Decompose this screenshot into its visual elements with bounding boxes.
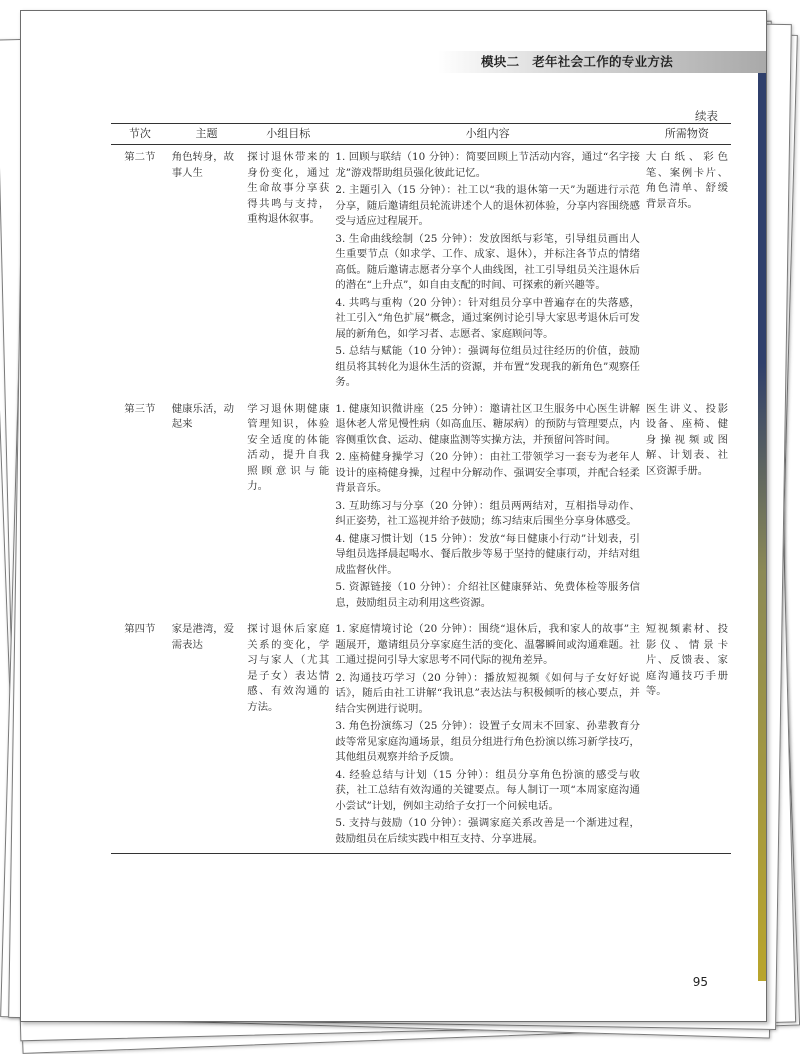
goal-cell: 探讨退休后家庭关系的变化，学习与家人（尤其是子女）表达情感、有效沟通的方法。 <box>244 617 332 854</box>
content-item: 2. 沟通技巧学习（20 分钟）：播放短视频《如何与子女好好说话》，随后由社工讲解“我讯息”表达法与积极倾听的核心要点，并结合实例进行说明。 <box>335 671 640 715</box>
content-item: 3. 角色扮演练习（25 分钟）：设置子女周末不回家、孙辈教育分歧等常见家庭沟通场景，组员分组进行角色扮演以练习新学技巧，其他组员观察并给予反馈。 <box>335 720 640 763</box>
table-row <box>111 617 731 854</box>
materials-cell: 医生讲义、投影设备、座椅、健身操视频或图解、计划表、社区资源手册。 <box>645 402 728 477</box>
topic-cell: 家是港湾，爱需表达 <box>169 617 245 854</box>
materials-cell: 大白纸、彩色笔、案例卡片、角色清单、舒缓背景音乐。 <box>645 151 728 210</box>
column-header: 主题 <box>169 124 245 145</box>
content-item: 1. 健康知识微讲座（25 分钟）：邀请社区卫生服务中心医生讲解退休老人常见慢性病（如高血压、糖尿病）的预防与管理要点，内容侧重饮食、运动、健康监测等实操方法，并预留问答时间。 <box>335 402 640 446</box>
book-page <box>20 10 767 1022</box>
column-header: 小组内容 <box>332 124 643 145</box>
content-cell <box>332 145 643 397</box>
continued-label: 续表 <box>695 109 718 123</box>
topic-cell: 健康乐活，动起来 <box>171 402 235 430</box>
table-row <box>111 397 731 618</box>
content-item: 4. 共鸣与重构（20 分钟）：针对组员分享中普遍存在的失落感，社工引入“角色扩展”概念，通过案例讨论引导大家思考退休后可发展的新角色，如学习者、志愿者、家庭顾问等。 <box>335 296 640 340</box>
content-item: 3. 互助练习与分享（20 分钟）：组员两两结对，互相指导动作、纠正姿势，社工巡视并给予鼓励；练习结束后围坐分享身体感受。 <box>335 499 640 527</box>
session-plan-table <box>111 123 731 854</box>
materials-cell: 短视频素材、投影仪、情景卡片、反馈表、家庭沟通技巧手册等。 <box>643 617 731 854</box>
content-cell <box>332 617 643 854</box>
content-item: 2. 主题引入（15 分钟）：社工以“我的退休第一天”为题进行示范分享，随后邀请组员轮流讲述个人的退休初体验，分享内容围绕感受与适应过程展开。 <box>335 184 640 227</box>
table-header-row <box>111 124 731 145</box>
content-item: 5. 支持与鼓励（10 分钟）：强调家庭关系改善是一个渐进过程，鼓励组员在后续实践中相互支持、分享进展。 <box>335 817 640 845</box>
topic-cell: 角色转身，故事人生 <box>171 151 235 179</box>
running-header: 模块二 老年社会工作的专业方法 <box>481 54 674 69</box>
content-item: 4. 经验总结与计划（15 分钟）：组员分享角色扮演的感受与收获，社工总结有效沟通的关键要点。每人制订一项“本周家庭沟通小尝试”计划，例如主动给子女打一个问候电话。 <box>335 768 640 812</box>
goal-cell: 学习退休期健康管理知识，体验安全适度的体能活动，提升自我照顾意识与能力。 <box>247 402 330 492</box>
content-item: 3. 生命曲线绘制（25 分钟）：发放图纸与彩笔，引导组员画出人生重要节点（如求学、工作、成家、退休），并标注各节点的情绪高低。随后邀请志愿者分享个人曲线图，社工引导组员关注退休后的潜在“上升点”，如自由支配的时间、可探索的新兴趣等。 <box>335 232 640 291</box>
section-cell: 第四节 <box>111 617 169 854</box>
column-header: 所需物资 <box>643 124 731 145</box>
content-item: 5. 总结与赋能（10 分钟）：强调每位组员过往经历的价值，鼓励组员将其转化为退休生活的资源，并布置“发现我的新角色”观察任务。 <box>335 345 640 388</box>
column-header: 节次 <box>111 124 169 145</box>
table-row <box>111 145 731 397</box>
side-color-strip <box>758 73 766 981</box>
content-item: 4. 健康习惯计划（15 分钟）：发放“每日健康小行动”计划表，引导组员选择晨起喝水、餐后散步等易于坚持的健康行动，并结对组成监督伙伴。 <box>335 532 640 576</box>
page-number: 95 <box>692 975 708 989</box>
content-cell <box>332 397 643 618</box>
column-header: 小组目标 <box>244 124 332 145</box>
section-cell: 第三节 <box>124 402 156 415</box>
goal-cell: 探讨退休带来的身份变化，通过生命故事分享获得共鸣与支持，重构退休叙事。 <box>247 151 330 225</box>
content-item: 1. 家庭情境讨论（20 分钟）：围绕“退休后，我和家人的故事”主题展开，邀请组员分享家庭生活的变化、温馨瞬间或沟通难题。社工通过提问引导大家思考不同代际的视角差异。 <box>335 623 640 666</box>
section-cell: 第二节 <box>124 151 156 163</box>
content-item: 1. 回顾与联结（10 分钟）：简要回顾上节活动内容，通过“名字接龙”游戏帮助组员强化彼此记忆。 <box>335 151 640 179</box>
content-item: 5. 资源链接（10 分钟）：介绍社区健康驿站、免费体检等服务信息，鼓励组员主动利用这些资源。 <box>335 581 640 609</box>
content-item: 2. 座椅健身操学习（20 分钟）：由社工带领学习一套专为老年人设计的座椅健身操，过程中分解动作、强调安全事项，并配合轻柔背景音乐。 <box>335 451 640 494</box>
